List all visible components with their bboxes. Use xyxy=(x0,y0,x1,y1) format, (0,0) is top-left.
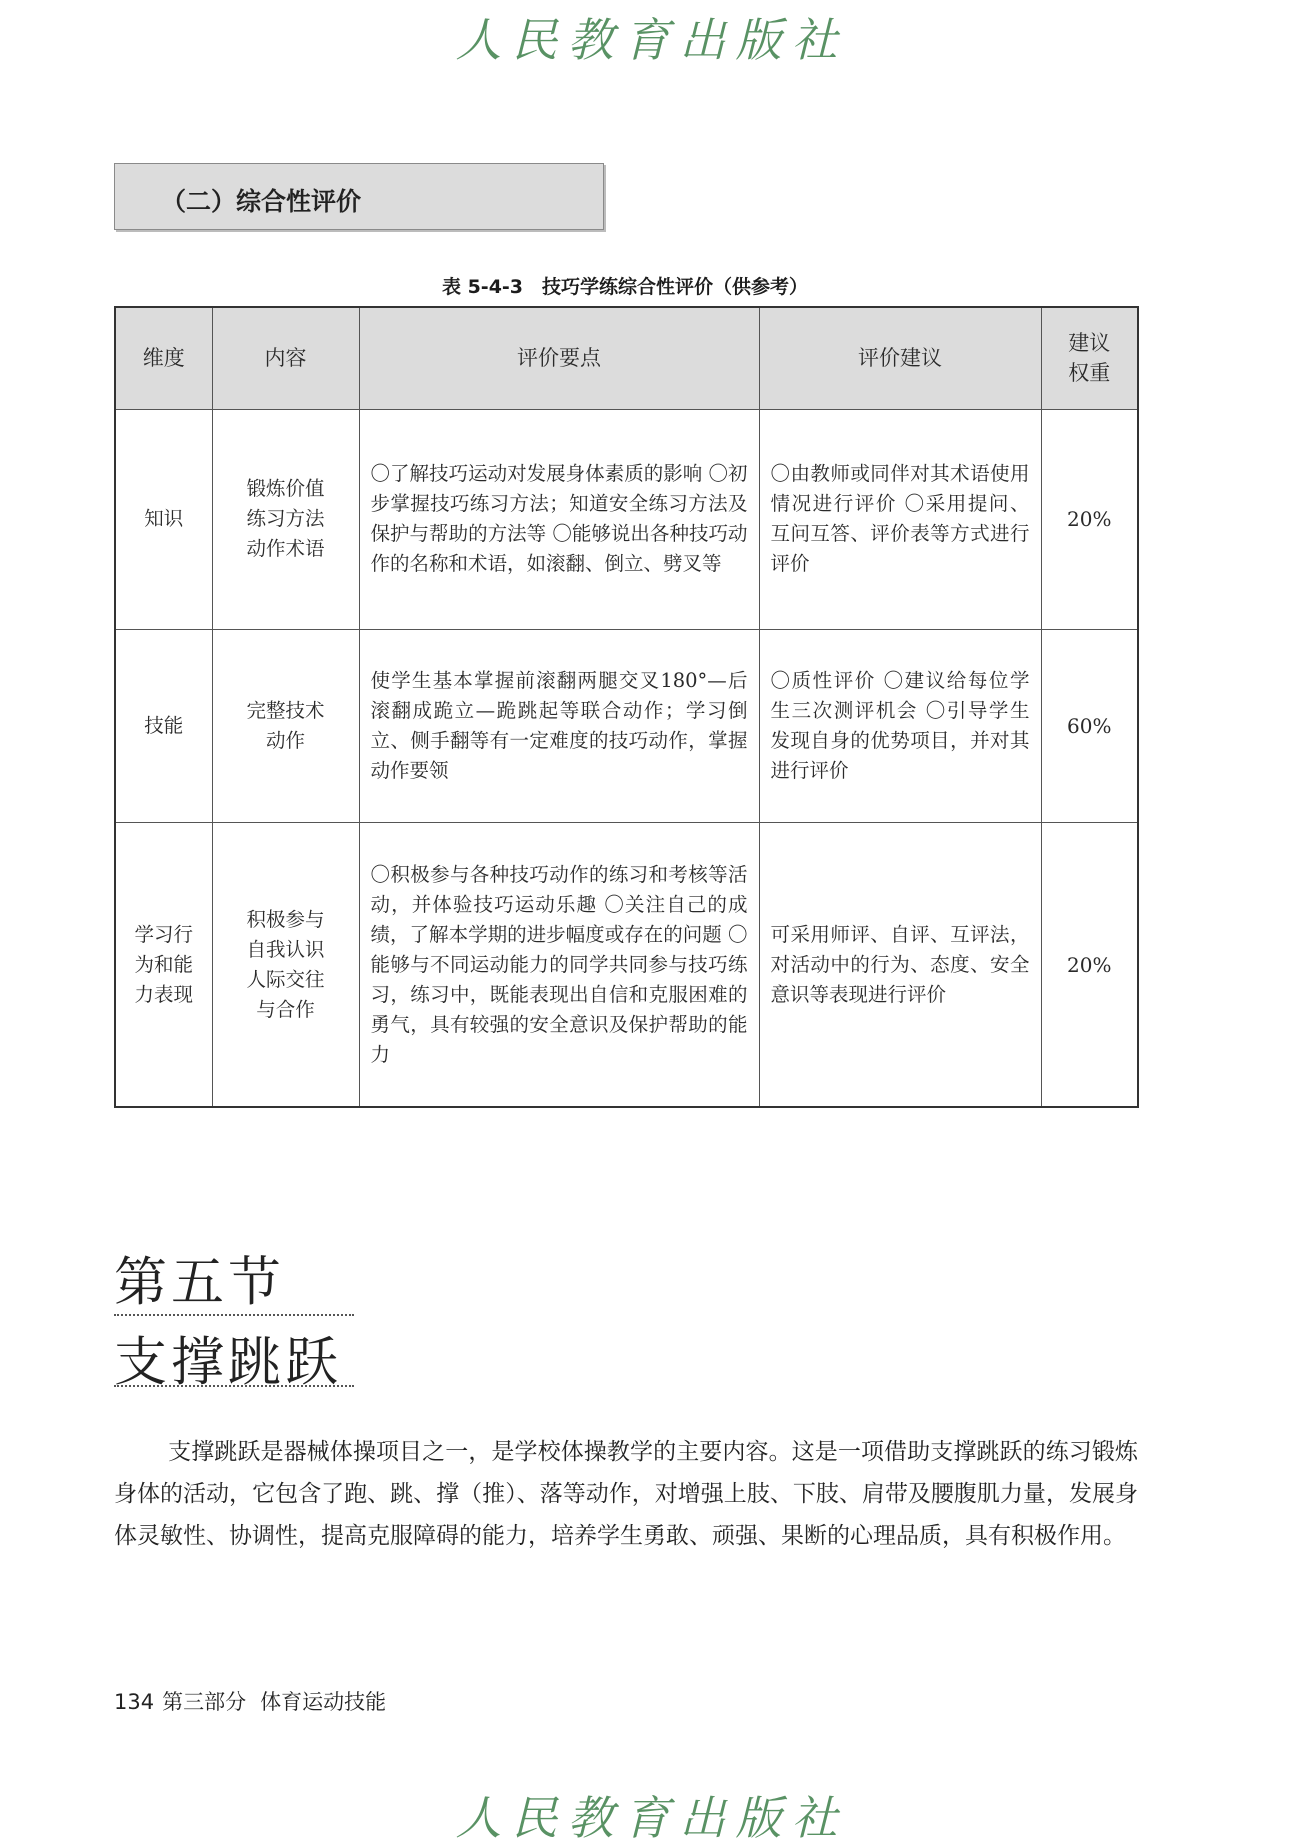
evaluation-table xyxy=(114,306,1139,1108)
dimension-line: 学习行 xyxy=(134,922,193,946)
content-line: 人际交往 xyxy=(246,967,325,991)
content-line: 与合作 xyxy=(256,997,315,1021)
cell-dimension xyxy=(115,629,212,822)
content-line: 完整技术 xyxy=(246,698,325,722)
page-number: 134 xyxy=(114,1690,155,1714)
footer-title: 体育运动技能 xyxy=(260,1690,387,1714)
header-dimension: 维度 xyxy=(115,307,212,409)
cell-dimension xyxy=(115,823,212,1107)
page-footer xyxy=(114,1686,386,1716)
section-title: （二）综合性评价 xyxy=(161,187,362,216)
cell-advice: 〇由教师或同伴对其术语使用情况进行评价 〇采用提问、互问互答、评价表等方式进行评价 xyxy=(759,409,1041,629)
dimension-line: 技能 xyxy=(144,713,184,737)
table-row xyxy=(115,629,1138,822)
content-line: 动作 xyxy=(265,728,305,752)
section-heading-box xyxy=(114,163,604,230)
cell-advice: 可采用师评、自评、互评法，对活动中的行为、态度、安全意识等表现进行评价 xyxy=(759,823,1041,1107)
cell-weight: 20% xyxy=(1041,823,1138,1107)
dimension-line: 知识 xyxy=(144,507,184,531)
cell-points: 〇积极参与各种技巧动作的练习和考核等活动，并体验技巧运动乐趣 〇关注自己的成绩，了解本学期的进步幅度或存在的问题 〇能够与不同运动能力的同学共同参与技巧练习，练习中，既能表现出自信和克服困难的勇气，具有较强的安全意识及保护帮助的能力 xyxy=(359,823,759,1107)
body-paragraph xyxy=(114,1431,1138,1557)
header-advice: 评价建议 xyxy=(759,307,1041,409)
publisher-watermark-bottom: 人民教育出版社 xyxy=(455,1791,848,1845)
header-weight-line: 权重 xyxy=(1068,361,1111,386)
content-line: 动作术语 xyxy=(246,537,325,561)
chapter-number: 第五节 xyxy=(114,1252,285,1313)
header-points: 评价要点 xyxy=(359,307,759,409)
dimension-line: 力表现 xyxy=(134,982,193,1006)
table-header-row xyxy=(115,307,1138,409)
table-row xyxy=(115,823,1138,1107)
cell-advice: 〇质性评价 〇建议给每位学生三次测评机会 〇引导学生发现自身的优势项目，并对其进行评价 xyxy=(759,629,1041,822)
table-row xyxy=(115,409,1138,629)
cell-content xyxy=(212,409,359,629)
content-line: 自我认识 xyxy=(246,937,325,961)
content-line: 锻炼价值 xyxy=(246,477,325,501)
content-line: 积极参与 xyxy=(246,907,325,931)
cell-points: 〇了解技巧运动对发展身体素质的影响 〇初步掌握技巧练习方法；知道安全练习方法及保护与帮助的方法等 〇能够说出各种技巧动作的名称和术语，如滚翻、倒立、劈叉等 xyxy=(359,409,759,629)
chapter-divider xyxy=(114,1385,354,1387)
dimension-line: 为和能 xyxy=(134,952,193,976)
header-weight xyxy=(1041,307,1138,409)
cell-weight: 60% xyxy=(1041,629,1138,822)
table-caption: 表 5-4-3 技巧学练综合性评价（供参考） xyxy=(441,276,809,298)
chapter-divider xyxy=(114,1314,354,1316)
header-content: 内容 xyxy=(212,307,359,409)
header-weight-line: 建议 xyxy=(1068,331,1111,356)
content-line: 练习方法 xyxy=(246,507,325,531)
footer-part: 第三部分 xyxy=(162,1690,247,1714)
cell-dimension xyxy=(115,409,212,629)
cell-content xyxy=(212,823,359,1107)
cell-points: 使学生基本掌握前滚翻两腿交叉180°—后滚翻成跪立—跪跳起等联合动作；学习倒立、侧手翻等有一定难度的技巧动作，掌握动作要领 xyxy=(359,629,759,822)
chapter-title: 支撑跳跃 xyxy=(114,1332,342,1393)
body-paragraph-text: 支撑跳跃是器械体操项目之一，是学校体操教学的主要内容。这是一项借助支撑跳跃的练习锻炼身体的活动，它包含了跑、跳、撑（推）、落等动作，对增强上肢、下肢、肩带及腰腹肌力量，发展身体灵敏性、协调性，提高克服障碍的能力，培养学生勇敢、顽强、果断的心理品质，具有积极作用。 xyxy=(114,1439,1138,1549)
publisher-watermark-top: 人民教育出版社 xyxy=(455,13,848,67)
cell-content xyxy=(212,629,359,822)
cell-weight: 20% xyxy=(1041,409,1138,629)
